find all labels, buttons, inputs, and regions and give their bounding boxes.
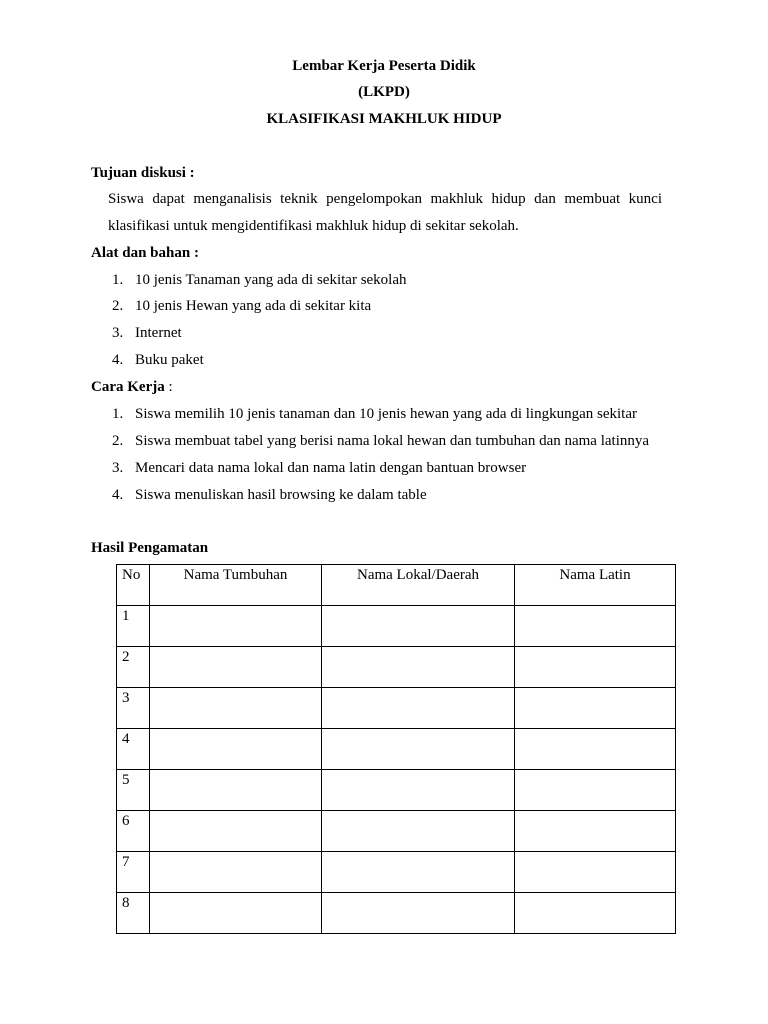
cell-nama-lokal[interactable] xyxy=(322,729,515,770)
cara-heading-colon: : xyxy=(164,379,173,395)
cell-nama-latin[interactable] xyxy=(515,647,676,688)
alat-item xyxy=(112,323,182,343)
column-header-nama-tumbuhan: Nama Tumbuhan xyxy=(150,565,322,606)
list-number: 1. xyxy=(112,406,124,422)
row-number: 1 xyxy=(117,606,150,647)
hasil-heading: Hasil Pengamatan xyxy=(91,540,209,556)
cell-nama-tumbuhan[interactable] xyxy=(150,606,322,647)
cell-nama-latin[interactable] xyxy=(515,852,676,893)
table-row xyxy=(117,688,676,729)
alat-item xyxy=(112,296,371,316)
cell-nama-latin[interactable] xyxy=(515,729,676,770)
cell-nama-tumbuhan[interactable] xyxy=(150,729,322,770)
table-row xyxy=(117,893,676,934)
row-number: 8 xyxy=(117,893,150,934)
alat-item xyxy=(112,350,204,370)
cell-nama-latin[interactable] xyxy=(515,770,676,811)
cell-nama-lokal[interactable] xyxy=(322,811,515,852)
list-text: 10 jenis Hewan yang ada di sekitar kita xyxy=(135,298,372,314)
cara-heading xyxy=(91,377,173,397)
list-text: Internet xyxy=(135,325,182,341)
row-number: 5 xyxy=(117,770,150,811)
cell-nama-latin[interactable] xyxy=(515,893,676,934)
cara-item xyxy=(112,404,637,424)
cell-nama-latin[interactable] xyxy=(515,606,676,647)
list-text: Siswa membuat tabel yang berisi nama lokal hewan dan tumbuhan dan nama latinnya xyxy=(135,433,650,449)
document-title: Lembar Kerja Peserta Didik xyxy=(292,58,476,74)
cell-nama-tumbuhan[interactable] xyxy=(150,688,322,729)
list-number: 4. xyxy=(112,487,124,503)
column-header-nama-latin: Nama Latin xyxy=(515,565,676,606)
document-topic: KLASIFIKASI MAKHLUK HIDUP xyxy=(266,111,502,127)
list-text: Buku paket xyxy=(135,352,204,368)
alat-heading: Alat dan bahan : xyxy=(91,245,199,261)
row-number: 2 xyxy=(117,647,150,688)
list-number: 2. xyxy=(112,298,124,314)
alat-item xyxy=(112,270,407,290)
table-row xyxy=(117,770,676,811)
cell-nama-tumbuhan[interactable] xyxy=(150,852,322,893)
tujuan-heading: Tujuan diskusi : xyxy=(91,165,195,181)
row-number: 3 xyxy=(117,688,150,729)
table-row xyxy=(117,811,676,852)
list-number: 3. xyxy=(112,460,124,476)
list-number: 2. xyxy=(112,433,124,449)
list-number: 3. xyxy=(112,325,124,341)
cell-nama-lokal[interactable] xyxy=(322,606,515,647)
list-text: 10 jenis Tanaman yang ada di sekitar sekolah xyxy=(135,272,407,288)
cara-item xyxy=(112,431,649,451)
table-row xyxy=(117,729,676,770)
tujuan-line-1: Siswa dapat menganalisis teknik pengelompokan makhluk hidup dan membuat kunci xyxy=(108,191,662,207)
cell-nama-lokal[interactable] xyxy=(322,770,515,811)
cell-nama-lokal[interactable] xyxy=(322,647,515,688)
table-row xyxy=(117,606,676,647)
row-number: 4 xyxy=(117,729,150,770)
cell-nama-tumbuhan[interactable] xyxy=(150,770,322,811)
cell-nama-lokal[interactable] xyxy=(322,893,515,934)
table-row xyxy=(117,852,676,893)
table-header-row xyxy=(117,565,676,606)
column-header-nama-lokal: Nama Lokal/Daerah xyxy=(322,565,515,606)
column-header-no: No xyxy=(117,565,150,606)
cell-nama-lokal[interactable] xyxy=(322,852,515,893)
list-text: Siswa memilih 10 jenis tanaman dan 10 jenis hewan yang ada di lingkungan sekitar xyxy=(135,406,637,422)
row-number: 6 xyxy=(117,811,150,852)
table-row xyxy=(117,647,676,688)
cell-nama-lokal[interactable] xyxy=(322,688,515,729)
tujuan-line-2: klasifikasi untuk mengidentifikasi makhluk hidup di sekitar sekolah. xyxy=(108,218,519,234)
cell-nama-tumbuhan[interactable] xyxy=(150,647,322,688)
observation-table xyxy=(116,564,676,934)
cell-nama-latin[interactable] xyxy=(515,811,676,852)
list-number: 4. xyxy=(112,352,124,368)
list-text: Mencari data nama lokal dan nama latin dengan bantuan browser xyxy=(135,460,527,476)
cara-item xyxy=(112,458,526,478)
cara-item xyxy=(112,485,427,505)
cell-nama-tumbuhan[interactable] xyxy=(150,811,322,852)
list-number: 1. xyxy=(112,272,124,288)
list-text: Siswa menuliskan hasil browsing ke dalam table xyxy=(135,487,427,503)
cell-nama-latin[interactable] xyxy=(515,688,676,729)
cell-nama-tumbuhan[interactable] xyxy=(150,893,322,934)
cara-heading-label: Cara Kerja xyxy=(91,379,165,395)
row-number: 7 xyxy=(117,852,150,893)
document-subtitle: (LKPD) xyxy=(358,84,410,100)
